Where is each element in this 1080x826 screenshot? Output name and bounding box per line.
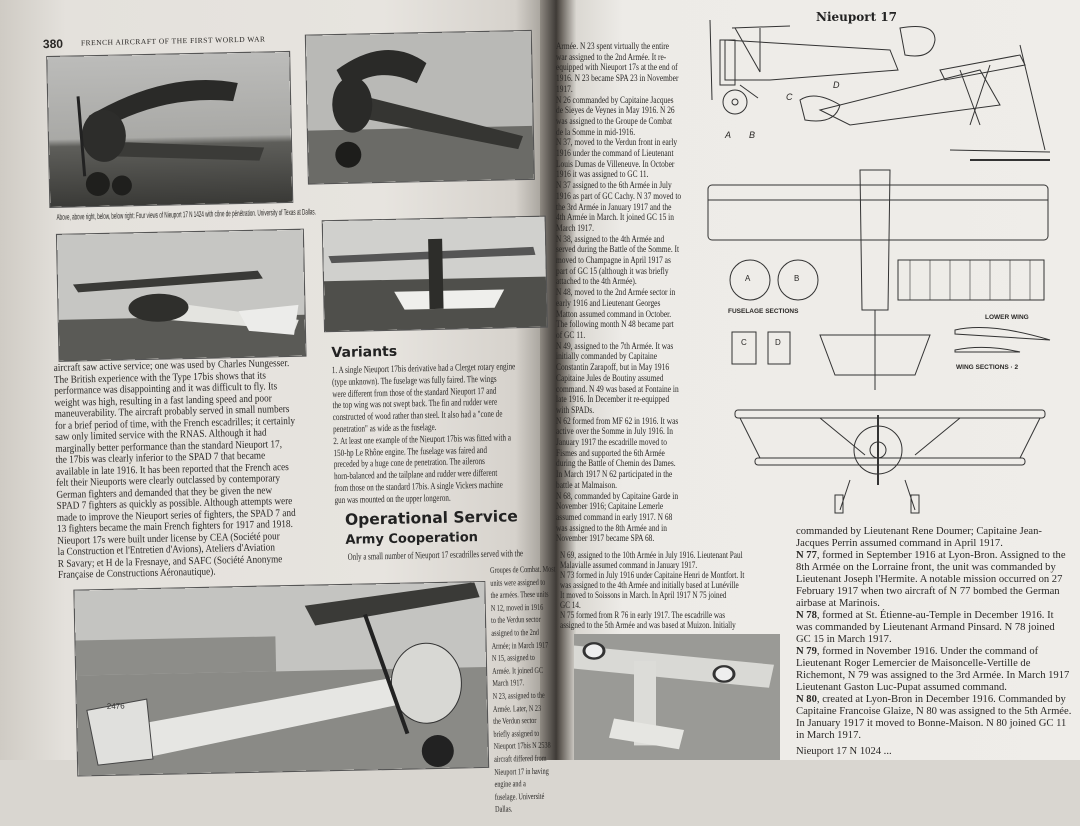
aircraft-serial-number: 2476 [106, 701, 125, 711]
text-line: early 1916 and Lieutenant Georges [556, 298, 661, 309]
escadrille-text: Jacques Perrin assumed command in April 1917. [796, 538, 1003, 549]
text-line: R Savary; et H de la Fresnaye, and SAFC (Société Anonyme [57, 553, 283, 570]
escadrille-line [796, 538, 1071, 550]
text-line: Dallas. [494, 803, 513, 815]
text-line: attached to the 4th Armée). [556, 277, 637, 288]
escadrille-unit: N 78 [796, 610, 817, 621]
variant-line: 1. A single Nieuport 17bis derivative had a Clerget rotary engine [331, 361, 516, 377]
text-line: The British experience with the Type 17bis shows that its [53, 370, 266, 386]
text-line: part of GC 15 (although it was briefly [556, 266, 669, 277]
text-line: November 1917 became SPA 68. [556, 534, 655, 545]
variant-line: gun was mounted on the upper longeron. [334, 492, 451, 506]
text-line: 1916 as part of GC Cachy. N 37 moved to [556, 191, 682, 202]
escadrille-text: , formed in September 1916 at Lyon-Bron. Assigned to the [816, 550, 1066, 561]
front-view-drawing [735, 410, 1045, 513]
station-label-a: A [725, 130, 732, 140]
escadrille-text: commanded by Lieutenant Rene Doumer; Capitaine Jean- [796, 526, 1042, 537]
escadrille-text: in March 1917. [796, 730, 862, 741]
text-line: command. N 49 was based at Fontaine in [556, 384, 679, 395]
variant-line: preceded by a huge cone de penetration. The ailerons [333, 456, 485, 471]
text-line: battle at Malmaison. [556, 480, 617, 491]
text-line: active over the Somme in July 1916. In [556, 427, 673, 438]
escadrille-text: Lieutenant Gaston Luc-Pupat assumed command. [796, 682, 1007, 693]
escadrille-unit: N 80 [796, 694, 817, 705]
text-line: with SPADs. [556, 405, 595, 416]
body-text-column1 [54, 358, 299, 581]
variants-heading: Variants [331, 343, 398, 362]
text-line: GC 14. [560, 600, 581, 610]
station-label-b: B [749, 130, 756, 140]
photo-nieuport-front-right [306, 31, 534, 184]
variant-line: horn-balanced and the tailplane and rudder were different [333, 467, 498, 483]
text-line: Armée; in March 1917 [491, 639, 549, 651]
text-line: March 1917. [492, 677, 525, 689]
text-line: N 75 formed from R 76 in early 1917. The escadrille was [560, 610, 726, 620]
escadrille-line [796, 718, 1071, 730]
text-line: assigned to the 2nd [491, 626, 540, 638]
section-label-d: D [775, 338, 781, 347]
section-label-c: C [741, 338, 747, 347]
text-line: fuselage. Université [494, 790, 545, 802]
escadrille-line [796, 574, 1071, 586]
text-line: the Verdun sector [493, 715, 537, 726]
text-line: Armée. N 23 spent virtually the entire [556, 42, 669, 52]
text-line: the armées. These units [490, 588, 549, 601]
escadrille-line [796, 646, 1071, 658]
text-line: N 73 formed in July 1916 under Capitaine Henri de Montfort. It [560, 570, 745, 580]
text-line: aircraft saw active service; one was used by Charles Nungesser. [53, 358, 290, 374]
text-line: November 1916; Capitaine Lemerle [556, 502, 664, 513]
variant-line: 150-hp Le Rhône engine. The fuselage was faired and [333, 444, 488, 459]
right-column-text [796, 526, 1071, 742]
text-line: marginally better performance than the standard Nieuport 17, [55, 438, 283, 455]
text-line: The following month N 48 became part [556, 320, 674, 331]
text-line: Groupes de Combat. Most [489, 563, 556, 575]
text-line: 13 fighters became the main French fighters for 1917 and 1918. [56, 518, 293, 535]
escadrille-text: was commanded by Lieutenant Armand Pinsard. N 78 joined [796, 622, 1055, 633]
text-line: March 1917. [556, 223, 595, 234]
text-line: performance was disappointing and it was difficult to fly. Its [54, 381, 278, 397]
text-line: Française de Constructions Aéronautique). [57, 566, 216, 581]
variant-line: constructed of wood rather than steel. It also had a "cone de [332, 408, 503, 424]
escadrille-line [796, 622, 1071, 634]
escadrille-text: , created at Lyon-Bron in December 1916. Commanded by [816, 694, 1066, 705]
text-line: N 26 commanded by Capitaine Jacques [556, 95, 674, 106]
text-line: January 1917 the escadrille moved to [556, 438, 667, 449]
page-number: 380 [42, 36, 64, 52]
text-line: served during the Battle of the Somme. It [556, 245, 680, 256]
text-line: felt their Nieuports were clearly outclassed by contemporary [56, 473, 281, 489]
text-line: assumed command in early 1917. N 68 [556, 512, 673, 523]
nieuport-17-line-drawings [700, 10, 1080, 520]
text-line: 4th Armée in March. It joined GC 15 in [556, 213, 674, 224]
photo-nieuport-front-left [47, 52, 292, 207]
photo-nieuport-overhead [574, 634, 780, 760]
text-line: was assigned to the Groupe de Combat [556, 116, 673, 127]
text-line: assigned to the 5th Armée and was based at Muizon. Initially [560, 620, 736, 630]
escadrille-text: GC 15 in March 1917. [796, 634, 892, 645]
variants-list [332, 361, 518, 506]
text-line: N 37, moved to the Verdun front in early [556, 138, 678, 149]
army-cooperation-first-line: Only a small number of Nieuport 17 escadrilles served with the [347, 548, 524, 563]
text-line: N 49, assigned to the 7th Armée. It was [556, 341, 674, 352]
text-line: Fismes and supported the 6th Armée [556, 448, 665, 459]
escadrille-text: February 1917 when two aircraft of N 77 bombed the German [796, 586, 1060, 597]
escadrille-text: Richemont, N 79 was assigned to the 3rd Armée. In March 1917 [796, 670, 1070, 681]
text-line: It moved to Soissons in March. In April 1917 N 75 joined [560, 590, 727, 600]
text-line: the 3rd Armée in January 1917 and the [556, 202, 672, 213]
bottom-photo-caption: Nieuport 17 N 1024 ... [796, 746, 892, 757]
text-line: Armée. Later, N 23 [492, 702, 542, 714]
escadrille-line [796, 562, 1071, 574]
lower-wing-label: LOWER WING [985, 314, 1029, 321]
section-label-a: A [745, 274, 751, 283]
variant-line: (type unknown). The fuselage was fully faired. The wings [331, 373, 497, 388]
text-line: the 17bis was clearly inferior to the SPAD 7 that became [55, 450, 266, 466]
escadrille-line [796, 598, 1071, 610]
text-line: of GC 11. [556, 330, 586, 341]
text-line: German fighters and demanded that they be given the new [56, 484, 273, 501]
right-narrow-column [556, 42, 681, 545]
top-view-drawing [708, 170, 1048, 390]
escadrille-unit: N 77 [796, 550, 817, 561]
escadrille-line [796, 526, 1071, 538]
escadrille-unit: N 79 [796, 646, 817, 657]
text-line: Armée. It joined GC [492, 664, 544, 676]
variant-line: from those on the standard 17bis. A single Vickers machine [334, 479, 503, 495]
fuselage-sections-label: FUSELAGE SECTIONS [728, 308, 799, 315]
escadrille-line [796, 682, 1071, 694]
escadrille-line [796, 694, 1071, 706]
escadrille-text: , formed at St. Étienne-au-Temple in December 1916. It [816, 610, 1054, 621]
text-line: engine and a [494, 778, 526, 789]
narrow-column-text [490, 562, 561, 815]
text-line: 1917. [556, 84, 573, 95]
text-line: war assigned to the 2nd Armée. It re- [556, 52, 667, 63]
variant-line: 2. At least one example of the Nieuport 17bis was fitted with a [333, 432, 512, 447]
escadrille-text: , formed in November 1916. Under the command of [816, 646, 1039, 657]
text-line: Matton assumed command in October. [556, 309, 672, 320]
text-line: available in late 1916. It has been reported that the French aces [55, 461, 289, 478]
text-line: equipped with Nieuport 17s at the end of [556, 63, 678, 74]
text-line: 1916. N 23 became SPA 23 in November [556, 74, 679, 85]
escadrille-text: airbase at Marinois. [796, 598, 880, 609]
drawing-title: Nieuport 17 [816, 10, 898, 24]
three-quarter-view-drawing [800, 45, 1050, 160]
text-line: Malavialle assumed command in January 1917. [560, 560, 698, 570]
text-line: N 48, moved to the 2nd Armée sector in [556, 288, 676, 299]
text-line: units were assigned to [490, 576, 546, 588]
wing-sections-drawing [955, 328, 1050, 352]
text-line: 1916 under the command of Lieutenant [556, 149, 674, 160]
wing-sections-label: WING SECTIONS · 2 [956, 364, 1019, 371]
text-line: made to improve the Nieuport series of fighters, the SPAD 7 and [56, 507, 296, 524]
running-head: FRENCH AIRCRAFT OF THE FIRST WORLD WAR [80, 34, 266, 48]
escadrille-text: Lieutenant Joseph l'Hermite. A notable mission occurred on 27 [796, 574, 1063, 585]
text-line: SPAD 7 fighters as quickly as possible. Although attempts were [56, 495, 293, 512]
text-line: Capitaine Jules de Boutiny assumed [556, 373, 664, 384]
text-line: moved to Champagne in April 1917 as [556, 256, 671, 267]
photo-caption: Above, above right, below, below right: Four views of Nieuport 17 N 1424 with cône de pénétration. University of Texas at Dallas. [56, 206, 317, 222]
right-wide-column [560, 550, 744, 630]
text-line: initially commanded by Capitaine [556, 352, 658, 363]
text-line: saw only limited service with the RNAS. Although it had [55, 427, 267, 443]
text-line: N 69, assigned to the 10th Armée in July 1916. Lieutenant Paul [560, 550, 743, 560]
text-line: de la Somme in mid-1916. [556, 127, 636, 138]
variant-line: the top wing was not swept back. The fin and rudder were [332, 397, 498, 412]
text-line: la Construction et l'Entretien d'Avions), Ateliers d'Aviation [57, 542, 276, 558]
escadrille-line [796, 586, 1071, 598]
text-line: was assigned to the 8th Armée and in [556, 523, 667, 534]
text-line: to the Verdun sector [490, 614, 541, 626]
text-line: for a brief period of time, with the French escadrilles; it certainly [54, 415, 296, 432]
escadrille-line [796, 670, 1071, 682]
text-line: 1916 it was assigned to GC 11. [556, 170, 649, 181]
escadrille-line [796, 730, 1071, 742]
text-line: late 1916. In December it re-equipped [556, 395, 670, 406]
text-line: Nieuport 17bis N 2538 [493, 739, 551, 752]
station-label-d: D [833, 80, 840, 90]
escadrille-line [796, 658, 1071, 670]
escadrille-text: Capitaine Francoise Glaize, N 80 was assigned to the 5th Armée. [796, 706, 1072, 717]
text-line: briefly assigned to [493, 727, 540, 739]
photo-nieuport-17bis [74, 582, 488, 776]
escadrille-line [796, 550, 1071, 562]
text-line: was assigned to the 4th Armée and initially based at Lunéville [560, 580, 739, 590]
army-cooperation-subheading: Army Cooperation [345, 530, 479, 548]
text-line: de Sieyes de Veynes in May 1916. N 26 [556, 106, 675, 117]
station-label-c: C [786, 92, 793, 102]
text-line: weight was high, resulting in a fast landing speed and poor [54, 392, 272, 409]
photo-nieuport-side-left [57, 230, 306, 361]
text-line: N 68, commanded by Capitaine Garde in [556, 491, 679, 502]
text-line: N 23, assigned to the [492, 689, 545, 701]
side-view-drawing [710, 20, 935, 114]
text-line: N 38, assigned to the 4th Armée and [556, 234, 665, 245]
text-line: during the Battle of Chemin des Dames. [556, 459, 676, 470]
escadrille-line [796, 706, 1071, 718]
text-line: Nieuport 17s were built under license by CEA (Société pour [57, 530, 280, 547]
photo-nieuport-rear [323, 217, 547, 332]
operational-service-heading: Operational Service [344, 507, 519, 529]
escadrille-text: Lieutenant Roger Lemercier de Maisoncelle-Vertille de [796, 658, 1031, 669]
text-line: N 62 formed from MF 62 in 1916. It was [556, 416, 679, 427]
escadrille-text: 8th Armée on the Lorraine front, the unit was commanded by [796, 562, 1056, 573]
text-line: In March 1917 N 62 participated in the [556, 470, 673, 481]
text-line: maneuverability. The aircraft probably served in small numbers [54, 404, 290, 420]
text-line: N 15, assigned to [491, 652, 535, 663]
section-label-b: B [794, 274, 800, 283]
variant-line: penetration" as wide as the fuselage. [332, 421, 437, 436]
escadrille-text: In January 1917 it moved to Bonne-Maison. N 80 joined GC 11 [796, 718, 1067, 729]
escadrille-line [796, 610, 1071, 622]
text-line: Louis Dumas de Villeneuve. In October [556, 159, 675, 170]
text-line: Constantin Zarapoff, but in May 1916 [556, 363, 670, 374]
text-line: aircraft differed from [493, 752, 547, 764]
variant-line: were different from those of the standard Nieuport 17 and [332, 385, 497, 400]
text-line: N 37 assigned to the 6th Armée in July [556, 181, 672, 192]
text-line: N 12, moved in 1916 [490, 601, 544, 613]
text-line: Nieuport 17 in having [494, 765, 549, 777]
escadrille-line [796, 634, 1071, 646]
